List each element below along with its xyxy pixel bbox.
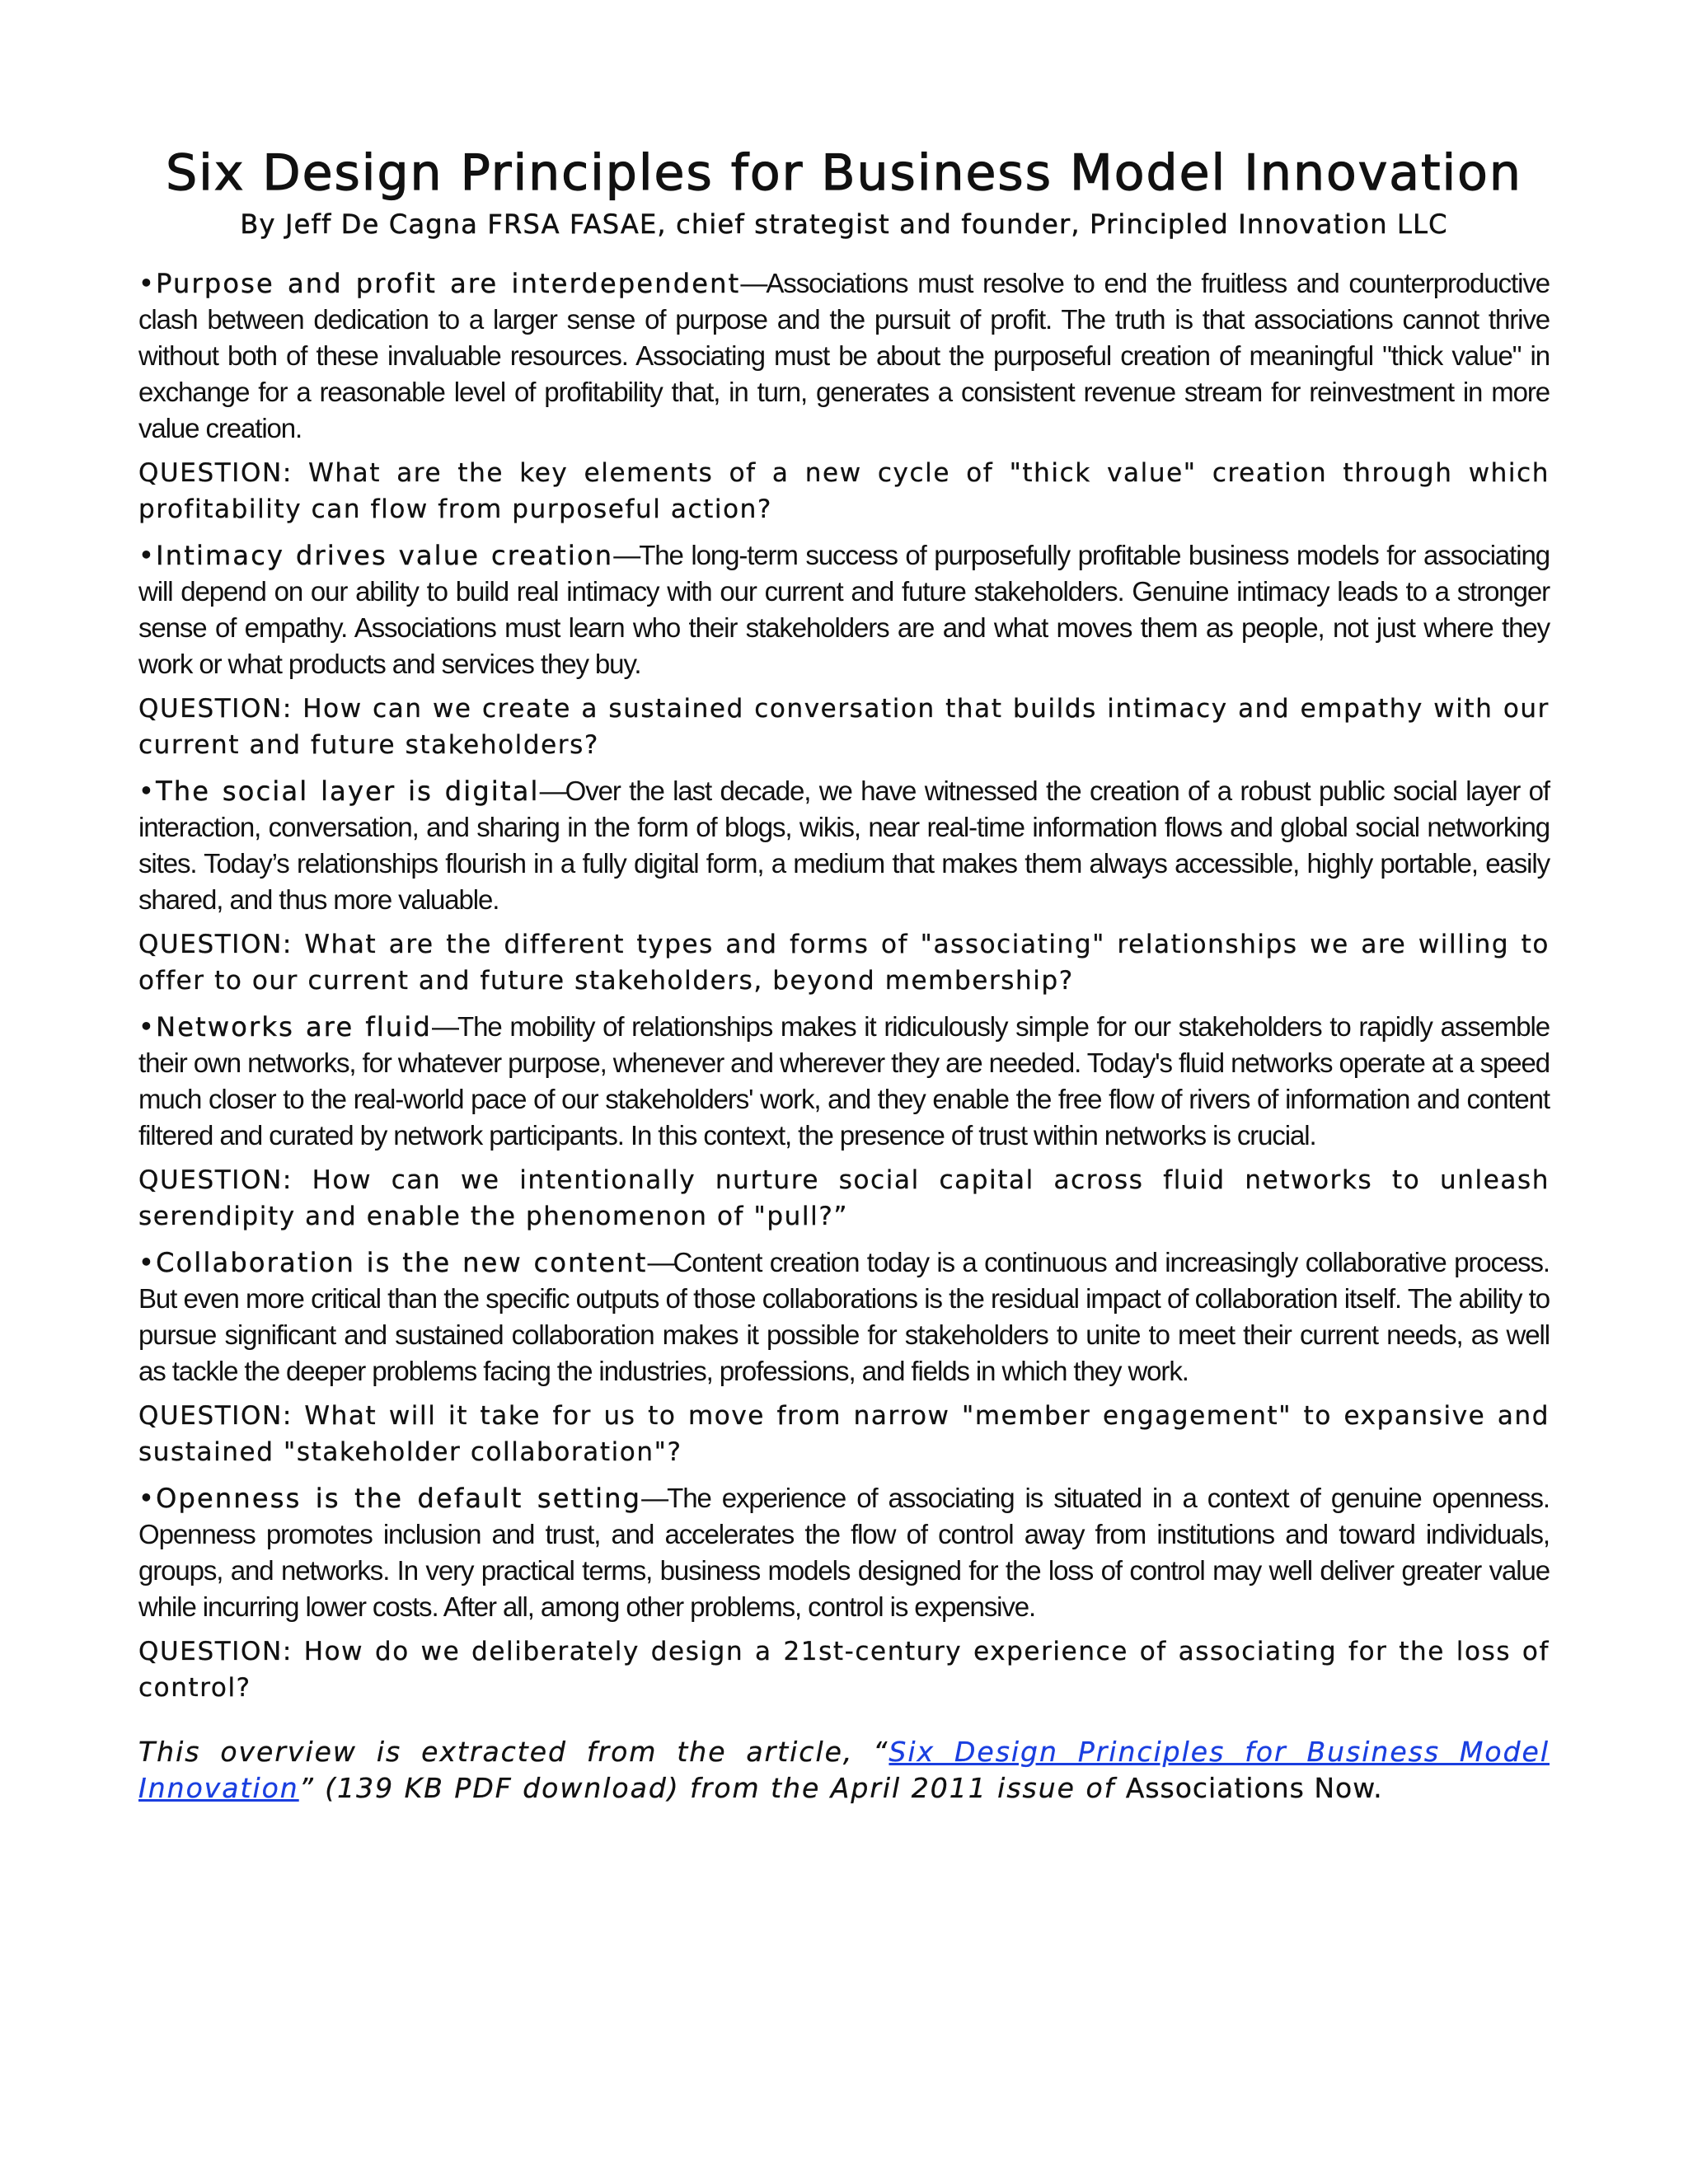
question-text: QUESTION: What are the key elements of a new cycle of "thick value" creation through which profitability can flow from purposeful action? (138, 458, 1550, 524)
article-pdf-link[interactable]: Six Design Principles for Business Model Innovation (138, 1736, 1550, 1804)
principle-heading: •Openness is the default setting (138, 1483, 642, 1514)
em-dash: — (641, 1483, 668, 1513)
principle-text: The experience of associating is situated in a context of genuine openness. Openness promotes inclusion and trust, and accelerates the flow of control away from institutions and toward individuals, groups, and networks. In very practical terms, business models designed for the loss of control may well deliver greater value while incurring lower costs. After all, among other problems, control is expensive. (138, 1483, 1550, 1622)
em-dash: — (647, 1247, 673, 1277)
principle-text: Over the last decade, we have witnessed the creation of a robust public social layer of interaction, conversation, and sharing in the form of blogs, wikis, near real-time information flows and global social networking sites. Today’s relationships flourish in a fully digital form, a medium that makes them always accessible, highly portable, easily shared, and thus more valuable. (138, 776, 1550, 915)
principle-text: The long-term success of purposefully profitable business models for associating will depend on our ability to build real intimacy with our current and future stakeholders. Genuine intimacy leads to a stronger sense of empathy. Associations must learn who their stakeholders are and what moves them as people, not just where they work or what products and services they buy. (138, 540, 1550, 679)
question-text: QUESTION: How do we deliberately design a 21st-century experience of associating for the loss of control? (138, 1637, 1550, 1703)
principle-heading: •The social layer is digital (138, 776, 540, 807)
principle-text: Content creation today is a continuous and increasingly collaborative process. But even more critical than the specific outputs of those collaborations is the residual impact of collaboration itself. The ability to pursue significant and sustained collaboration makes it possible for stakeholders to unite to meet their current needs, as well as tackle the deeper problems facing the industries, professions, and fields in which they work. (138, 1247, 1550, 1386)
em-dash: — (539, 776, 565, 806)
page-title: Six Design Principles for Business Model Innovation (166, 144, 1522, 202)
em-dash: — (740, 268, 767, 298)
principle-heading: •Collaboration is the new content (138, 1247, 648, 1278)
principle-paragraph (138, 1244, 1550, 1390)
question-text: QUESTION: What are the different types and forms of "associating" relationships we are willing to offer to our current and future stakeholders, beyond membership? (138, 930, 1550, 996)
bullet-icon: • (138, 1247, 157, 1278)
bullet-icon: • (138, 1011, 157, 1043)
principle-heading: •Purpose and profit are interdependent (138, 268, 741, 299)
author-byline: By Jeff De Cagna FRSA FASAE, chief strategist and founder, Principled Innovation LLC (240, 209, 1448, 240)
bullet-icon: • (138, 268, 157, 299)
question-text: QUESTION: How can we create a sustained conversation that builds intimacy and empathy with our current and future stakeholders? (138, 694, 1550, 760)
em-dash: — (613, 540, 640, 570)
question-text: QUESTION: What will it take for us to move from narrow "member engagement" to expansive and sustained "stakeholder collaboration"? (138, 1401, 1550, 1467)
principle-paragraph (138, 537, 1550, 682)
question-text: QUESTION: How can we intentionally nurture social capital across fluid networks to unleash serendipity and enable the phenomenon of "pull?” (138, 1165, 1550, 1231)
publication-name: Associations Now (1125, 1772, 1374, 1804)
document-page (138, 132, 1550, 1834)
principle-heading: •Networks are fluid (138, 1011, 433, 1043)
bullet-icon: • (138, 1483, 157, 1514)
principle-paragraph (138, 265, 1550, 447)
bullet-icon: • (138, 776, 157, 807)
principle-heading: •Intimacy drives value creation (138, 540, 614, 571)
principle-paragraph (138, 1480, 1550, 1625)
bullet-icon: • (138, 540, 157, 571)
source-note: This overview is extracted from the article, “Six Design Principles for Business Model Innovation” (139 KB PDF download) from the April 2011 issue of Associations Now. (138, 1736, 1550, 1804)
principle-paragraph (138, 1009, 1550, 1154)
em-dash: — (432, 1011, 458, 1042)
principle-paragraph (138, 773, 1550, 918)
principle-text: The mobility of relationships makes it ridiculously simple for our stakeholders to rapidly assemble their own networks, for whatever purpose, whenever and wherever they are needed. Today's fluid networks operate at a speed much closer to the real-world pace of our stakeholders' work, and they enable the free flow of rivers of information and content filtered and curated by network participants. In this context, the presence of trust within networks is crucial. (138, 1011, 1550, 1151)
principle-text: Associations must resolve to end the fruitless and counterproductive clash between dedication to a larger sense of purpose and the pursuit of profit. The truth is that associations cannot thrive without both of these invaluable resources. Associating must be about the purposeful creation of meaningful "thick value" in exchange for a reasonable level of profitability that, in turn, generates a consistent revenue stream for reinvestment in more value creation. (138, 268, 1550, 443)
